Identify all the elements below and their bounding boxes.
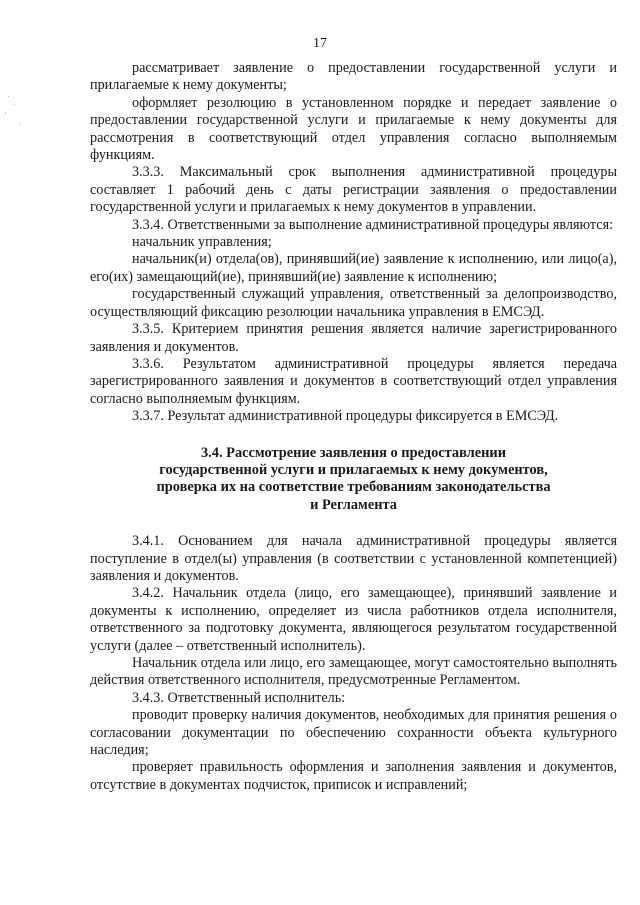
- paragraph: рассматривает заявление о предоставлении государственной услуги и прилагаемые к нему документы;: [90, 60, 617, 94]
- paragraph: 3.3.6. Результатом административной процедуры является передача зарегистрированного заявления и документов в соответствующий отдел управления согласно выполняемым функциям.: [90, 355, 617, 407]
- paragraph: проводит проверку наличия документов, необходимых для принятия решения о согласовании документации по обеспечению сохранности объекта культурного наследия;: [90, 707, 617, 759]
- spacer: [90, 514, 617, 533]
- paragraph: 3.4.3. Ответственный исполнитель:: [132, 689, 346, 706]
- scan-speck: [5, 112, 6, 113]
- paragraph: начальник(и) отдела(ов), принявший(ие) заявление к исполнению, или лицо(а), его(их) замещающий(ие), принявший(ие) заявление к исполнению;: [90, 251, 617, 285]
- paragraph: начальник управления;: [132, 234, 272, 251]
- paragraph: Начальник отдела или лицо, его замещающее, могут самостоятельно выполнять действия ответственного исполнителя, предусмотренные Регламентом.: [90, 655, 617, 689]
- paragraph: проверяет правильность оформления и заполнения заявления и документов, отсутствие в документах подчисток, приписок и исправлений;: [90, 759, 617, 793]
- paragraph: 3.4.2. Начальник отдела (лицо, его замещающее), принявший заявление и документы к исполнению, определяет из числа работников отдела исполнителя, ответственного за подготовку документа, являющегося результатом государственной услуги (далее – ответственный исполнитель).: [90, 585, 617, 654]
- paragraph: 3.3.4. Ответственными за выполнение административной процедуры являются:: [132, 216, 614, 233]
- paragraph: государственный служащий управления, ответственный за делопроизводство, осуществляющий фиксацию резолюции начальника управления в ЕМСЭД.: [90, 286, 617, 320]
- paragraph: 3.3.7. Результат административной процедуры фиксируется в ЕМСЭД.: [132, 408, 559, 425]
- paragraph: 3.3.3. Максимальный срок выполнения административной процедуры составляет 1 рабочий день с даты регистрации заявления о предоставлении государственной услуги и прилагаемых к нему документов в управлении.: [90, 164, 617, 216]
- paragraph: оформляет резолюцию в установленном порядке и передает заявление о предоставлении государственной услуги и прилагаемые к нему документы для рассмотрения в соответствующий отдел управления согласно выполняемым функциям.: [90, 94, 617, 164]
- section-heading: [90, 445, 617, 515]
- scan-speck: [14, 104, 15, 105]
- paragraph: 3.4.1. Основанием для начала административной процедуры является поступление в отдел(ы) управления (в соответствии с установленной компетенцией) заявления и документов.: [90, 533, 617, 584]
- paragraph: 3.3.5. Критерием принятия решения является наличие зарегистрированного заявления и документов.: [90, 321, 617, 355]
- scan-speck: [19, 124, 20, 125]
- scan-speck: [8, 96, 9, 97]
- section-heading-line: проверка их на соответствие требованиям законодательства: [156, 479, 551, 496]
- spacer: [90, 426, 617, 445]
- section-heading-line: 3.4. Рассмотрение заявления о предоставлении: [200, 444, 507, 461]
- section-heading-line: государственной услуги и прилагаемых к нему документов,: [159, 461, 548, 478]
- page-number: 17: [313, 36, 327, 51]
- document-body: [90, 60, 617, 794]
- section-heading-line: и Регламента: [310, 496, 397, 513]
